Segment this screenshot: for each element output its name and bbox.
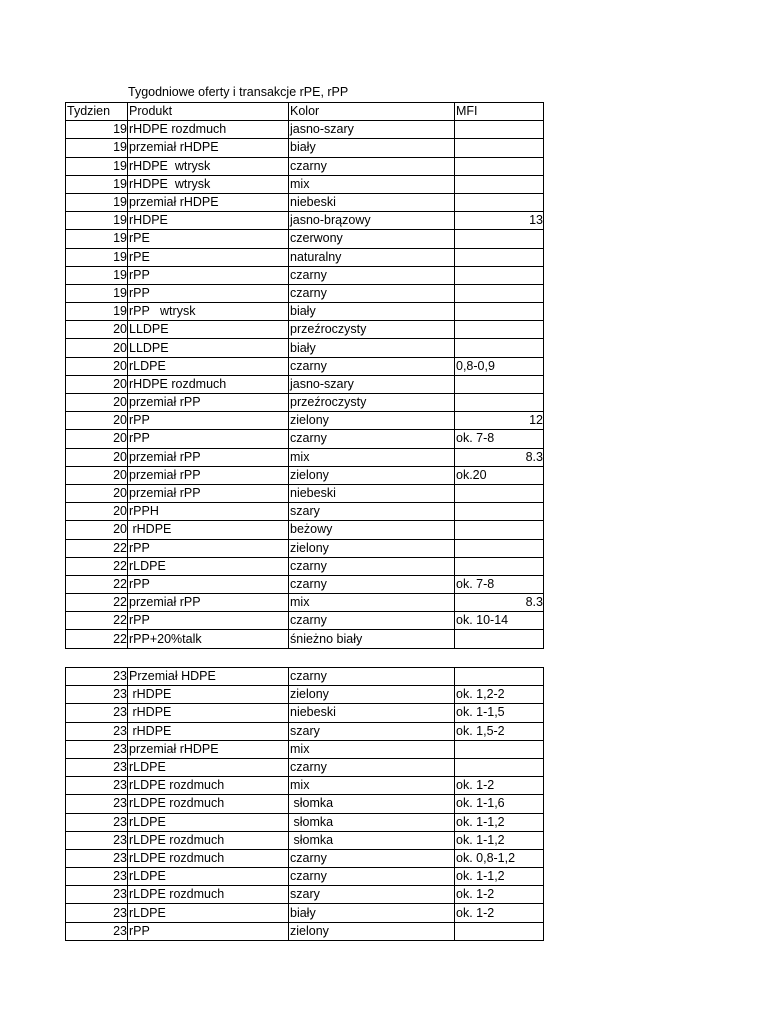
cell-color: zielony [289,466,455,484]
cell-color: przeźroczysty [289,394,455,412]
cell-week: 20 [66,484,128,502]
cell-product: rHDPE [128,686,289,704]
table-row [66,430,544,448]
cell-week: 19 [66,175,128,193]
cell-week: 20 [66,466,128,484]
cell-week: 23 [66,777,128,795]
table-row [66,193,544,211]
cell-product: przemiał rPP [128,466,289,484]
table-row [66,668,544,686]
table-row [66,412,544,430]
cell-product: rLDPE [128,868,289,886]
table-row [66,904,544,922]
table-row [66,157,544,175]
cell-product: przemiał rPP [128,484,289,502]
cell-mfi: 12 [455,412,544,430]
offers-table-week-23 [65,667,544,941]
cell-color: słomka [289,813,455,831]
cell-week: 23 [66,813,128,831]
cell-mfi: ok. 7-8 [455,430,544,448]
cell-mfi: 8.3 [455,448,544,466]
table-row [66,539,544,557]
header-color: Kolor [289,103,455,121]
cell-mfi [455,139,544,157]
cell-mfi: ok. 1-2 [455,777,544,795]
cell-color: czarny [289,266,455,284]
cell-color: niebeski [289,704,455,722]
table-row [66,248,544,266]
cell-product: rPP [128,539,289,557]
table-row [66,557,544,575]
cell-week: 23 [66,868,128,886]
table-row [66,339,544,357]
cell-color: biały [289,303,455,321]
cell-color: czarny [289,575,455,593]
cell-mfi: ok. 10-14 [455,612,544,630]
cell-mfi: 13 [455,212,544,230]
cell-product: rLDPE [128,904,289,922]
cell-product: rPP [128,612,289,630]
cell-color: szary [289,503,455,521]
cell-mfi [455,321,544,339]
header-product: Produkt [128,103,289,121]
cell-mfi [455,248,544,266]
cell-product: rPP [128,922,289,940]
table-row [66,777,544,795]
cell-mfi: ok. 1-2 [455,886,544,904]
cell-color: naturalny [289,248,455,266]
table-row [66,230,544,248]
cell-color: beżowy [289,521,455,539]
cell-product: przemiał rPP [128,448,289,466]
cell-week: 23 [66,795,128,813]
cell-color: mix [289,448,455,466]
cell-color: biały [289,339,455,357]
cell-mfi [455,758,544,776]
table-row [66,758,544,776]
table-row [66,795,544,813]
cell-mfi: ok. 1,5-2 [455,722,544,740]
cell-product: rPP+20%talk [128,630,289,648]
cell-color: szary [289,886,455,904]
cell-mfi: 8.3 [455,594,544,612]
cell-mfi [455,484,544,502]
cell-product: rPPH [128,503,289,521]
cell-week: 19 [66,121,128,139]
cell-color: przeźroczysty [289,321,455,339]
table-row [66,394,544,412]
cell-color: czarny [289,668,455,686]
cell-week: 22 [66,557,128,575]
cell-color: czerwony [289,230,455,248]
table-row [66,321,544,339]
cell-color: czarny [289,868,455,886]
table-row [66,121,544,139]
table-row [66,375,544,393]
table-row [66,484,544,502]
cell-color: jasno-szary [289,121,455,139]
table-row [66,357,544,375]
cell-mfi: ok. 1,2-2 [455,686,544,704]
table-row [66,139,544,157]
cell-week: 19 [66,212,128,230]
cell-mfi: ok. 1-1,2 [455,813,544,831]
cell-week: 23 [66,922,128,940]
cell-color: szary [289,722,455,740]
cell-product: rLDPE [128,813,289,831]
cell-product: rLDPE rozdmuch [128,886,289,904]
cell-color: jasno-brązowy [289,212,455,230]
cell-mfi: ok. 1-1,2 [455,868,544,886]
cell-color: czarny [289,612,455,630]
cell-product: przemiał rHDPE [128,193,289,211]
cell-product: rPP [128,412,289,430]
cell-color: mix [289,777,455,795]
cell-mfi [455,375,544,393]
cell-product: rPP [128,430,289,448]
cell-week: 23 [66,758,128,776]
cell-week: 23 [66,704,128,722]
cell-week: 23 [66,849,128,867]
cell-week: 19 [66,193,128,211]
cell-mfi: 0,8-0,9 [455,357,544,375]
cell-mfi: ok. 0,8-1,2 [455,849,544,867]
cell-product: rHDPE wtrysk [128,157,289,175]
cell-color: mix [289,594,455,612]
cell-color: śnieżno biały [289,630,455,648]
table-row [66,466,544,484]
cell-color: jasno-szary [289,375,455,393]
table-row [66,740,544,758]
cell-product: rHDPE rozdmuch [128,121,289,139]
cell-product: rHDPE [128,521,289,539]
cell-color: czarny [289,284,455,302]
cell-week: 23 [66,740,128,758]
cell-week: 20 [66,321,128,339]
cell-color: czarny [289,157,455,175]
cell-color: biały [289,904,455,922]
cell-color: czarny [289,430,455,448]
table-row [66,630,544,648]
cell-color: niebeski [289,484,455,502]
cell-mfi: ok. 1-1,5 [455,704,544,722]
cell-mfi [455,922,544,940]
cell-week: 20 [66,339,128,357]
cell-product: LLDPE [128,321,289,339]
cell-product: przemiał rPP [128,394,289,412]
cell-mfi [455,740,544,758]
cell-color: czarny [289,357,455,375]
cell-mfi: ok. 1-1,2 [455,831,544,849]
cell-week: 23 [66,886,128,904]
cell-product: rLDPE rozdmuch [128,849,289,867]
cell-product: rLDPE [128,357,289,375]
cell-mfi [455,193,544,211]
cell-product: Przemiał HDPE [128,668,289,686]
cell-mfi [455,266,544,284]
cell-week: 19 [66,157,128,175]
cell-week: 19 [66,230,128,248]
cell-week: 20 [66,375,128,393]
cell-product: LLDPE [128,339,289,357]
cell-color: niebeski [289,193,455,211]
table-row [66,704,544,722]
cell-week: 19 [66,248,128,266]
cell-color: zielony [289,539,455,557]
table-row [66,503,544,521]
cell-mfi [455,394,544,412]
cell-mfi [455,557,544,575]
cell-week: 22 [66,594,128,612]
table-row [66,722,544,740]
cell-week: 20 [66,394,128,412]
cell-week: 23 [66,686,128,704]
cell-product: rLDPE [128,758,289,776]
sheet-title: Tygodniowe oferty i transakcje rPE, rPP [128,85,349,99]
cell-week: 20 [66,521,128,539]
cell-week: 23 [66,904,128,922]
cell-week: 23 [66,831,128,849]
cell-color: zielony [289,686,455,704]
table-row [66,284,544,302]
cell-color: zielony [289,412,455,430]
cell-product: rLDPE rozdmuch [128,795,289,813]
table-row [66,575,544,593]
cell-week: 22 [66,612,128,630]
cell-week: 22 [66,539,128,557]
cell-week: 23 [66,668,128,686]
cell-mfi [455,284,544,302]
cell-mfi [455,503,544,521]
table-row [66,521,544,539]
cell-mfi [455,230,544,248]
cell-mfi [455,175,544,193]
cell-product: rPE [128,230,289,248]
cell-mfi [455,668,544,686]
cell-product: przemiał rHDPE [128,740,289,758]
cell-color: czarny [289,849,455,867]
cell-product: rHDPE rozdmuch [128,375,289,393]
table-row [66,594,544,612]
cell-mfi [455,630,544,648]
cell-mfi [455,303,544,321]
table-row [66,266,544,284]
cell-week: 20 [66,357,128,375]
cell-product: rHDPE [128,704,289,722]
cell-week: 20 [66,448,128,466]
cell-color: słomka [289,831,455,849]
cell-product: przemiał rHDPE [128,139,289,157]
header-week: Tydzien [66,103,128,121]
cell-week: 23 [66,722,128,740]
table-row [66,831,544,849]
offers-table-weeks-19-22 [65,102,544,649]
cell-week: 22 [66,575,128,593]
cell-mfi [455,521,544,539]
cell-mfi [455,539,544,557]
cell-color: czarny [289,758,455,776]
cell-product: rHDPE [128,212,289,230]
cell-week: 20 [66,430,128,448]
cell-week: 20 [66,412,128,430]
table-row [66,448,544,466]
cell-product: rPP [128,284,289,302]
cell-mfi [455,339,544,357]
cell-product: rHDPE [128,722,289,740]
cell-product: rHDPE wtrysk [128,175,289,193]
table-row [66,886,544,904]
cell-mfi: ok. 7-8 [455,575,544,593]
cell-product: rPP wtrysk [128,303,289,321]
cell-color: biały [289,139,455,157]
cell-week: 19 [66,284,128,302]
cell-week: 20 [66,503,128,521]
cell-mfi [455,121,544,139]
cell-color: mix [289,740,455,758]
cell-color: słomka [289,795,455,813]
cell-product: rLDPE rozdmuch [128,777,289,795]
cell-mfi: ok. 1-2 [455,904,544,922]
table-row [66,686,544,704]
table-row [66,175,544,193]
cell-mfi [455,157,544,175]
cell-week: 22 [66,630,128,648]
cell-week: 19 [66,139,128,157]
table-row [66,212,544,230]
cell-product: rPP [128,575,289,593]
cell-product: rPP [128,266,289,284]
header-mfi: MFI [455,103,544,121]
cell-mfi: ok.20 [455,466,544,484]
cell-product: przemiał rPP [128,594,289,612]
cell-week: 19 [66,303,128,321]
cell-color: mix [289,175,455,193]
table-row [66,813,544,831]
cell-color: zielony [289,922,455,940]
cell-week: 19 [66,266,128,284]
cell-product: rLDPE [128,557,289,575]
table-row [66,612,544,630]
table-row [66,303,544,321]
cell-color: czarny [289,557,455,575]
table-row [66,922,544,940]
table-row [66,849,544,867]
cell-product: rLDPE rozdmuch [128,831,289,849]
table-header-row [66,103,544,121]
cell-product: rPE [128,248,289,266]
cell-mfi: ok. 1-1,6 [455,795,544,813]
table-row [66,868,544,886]
